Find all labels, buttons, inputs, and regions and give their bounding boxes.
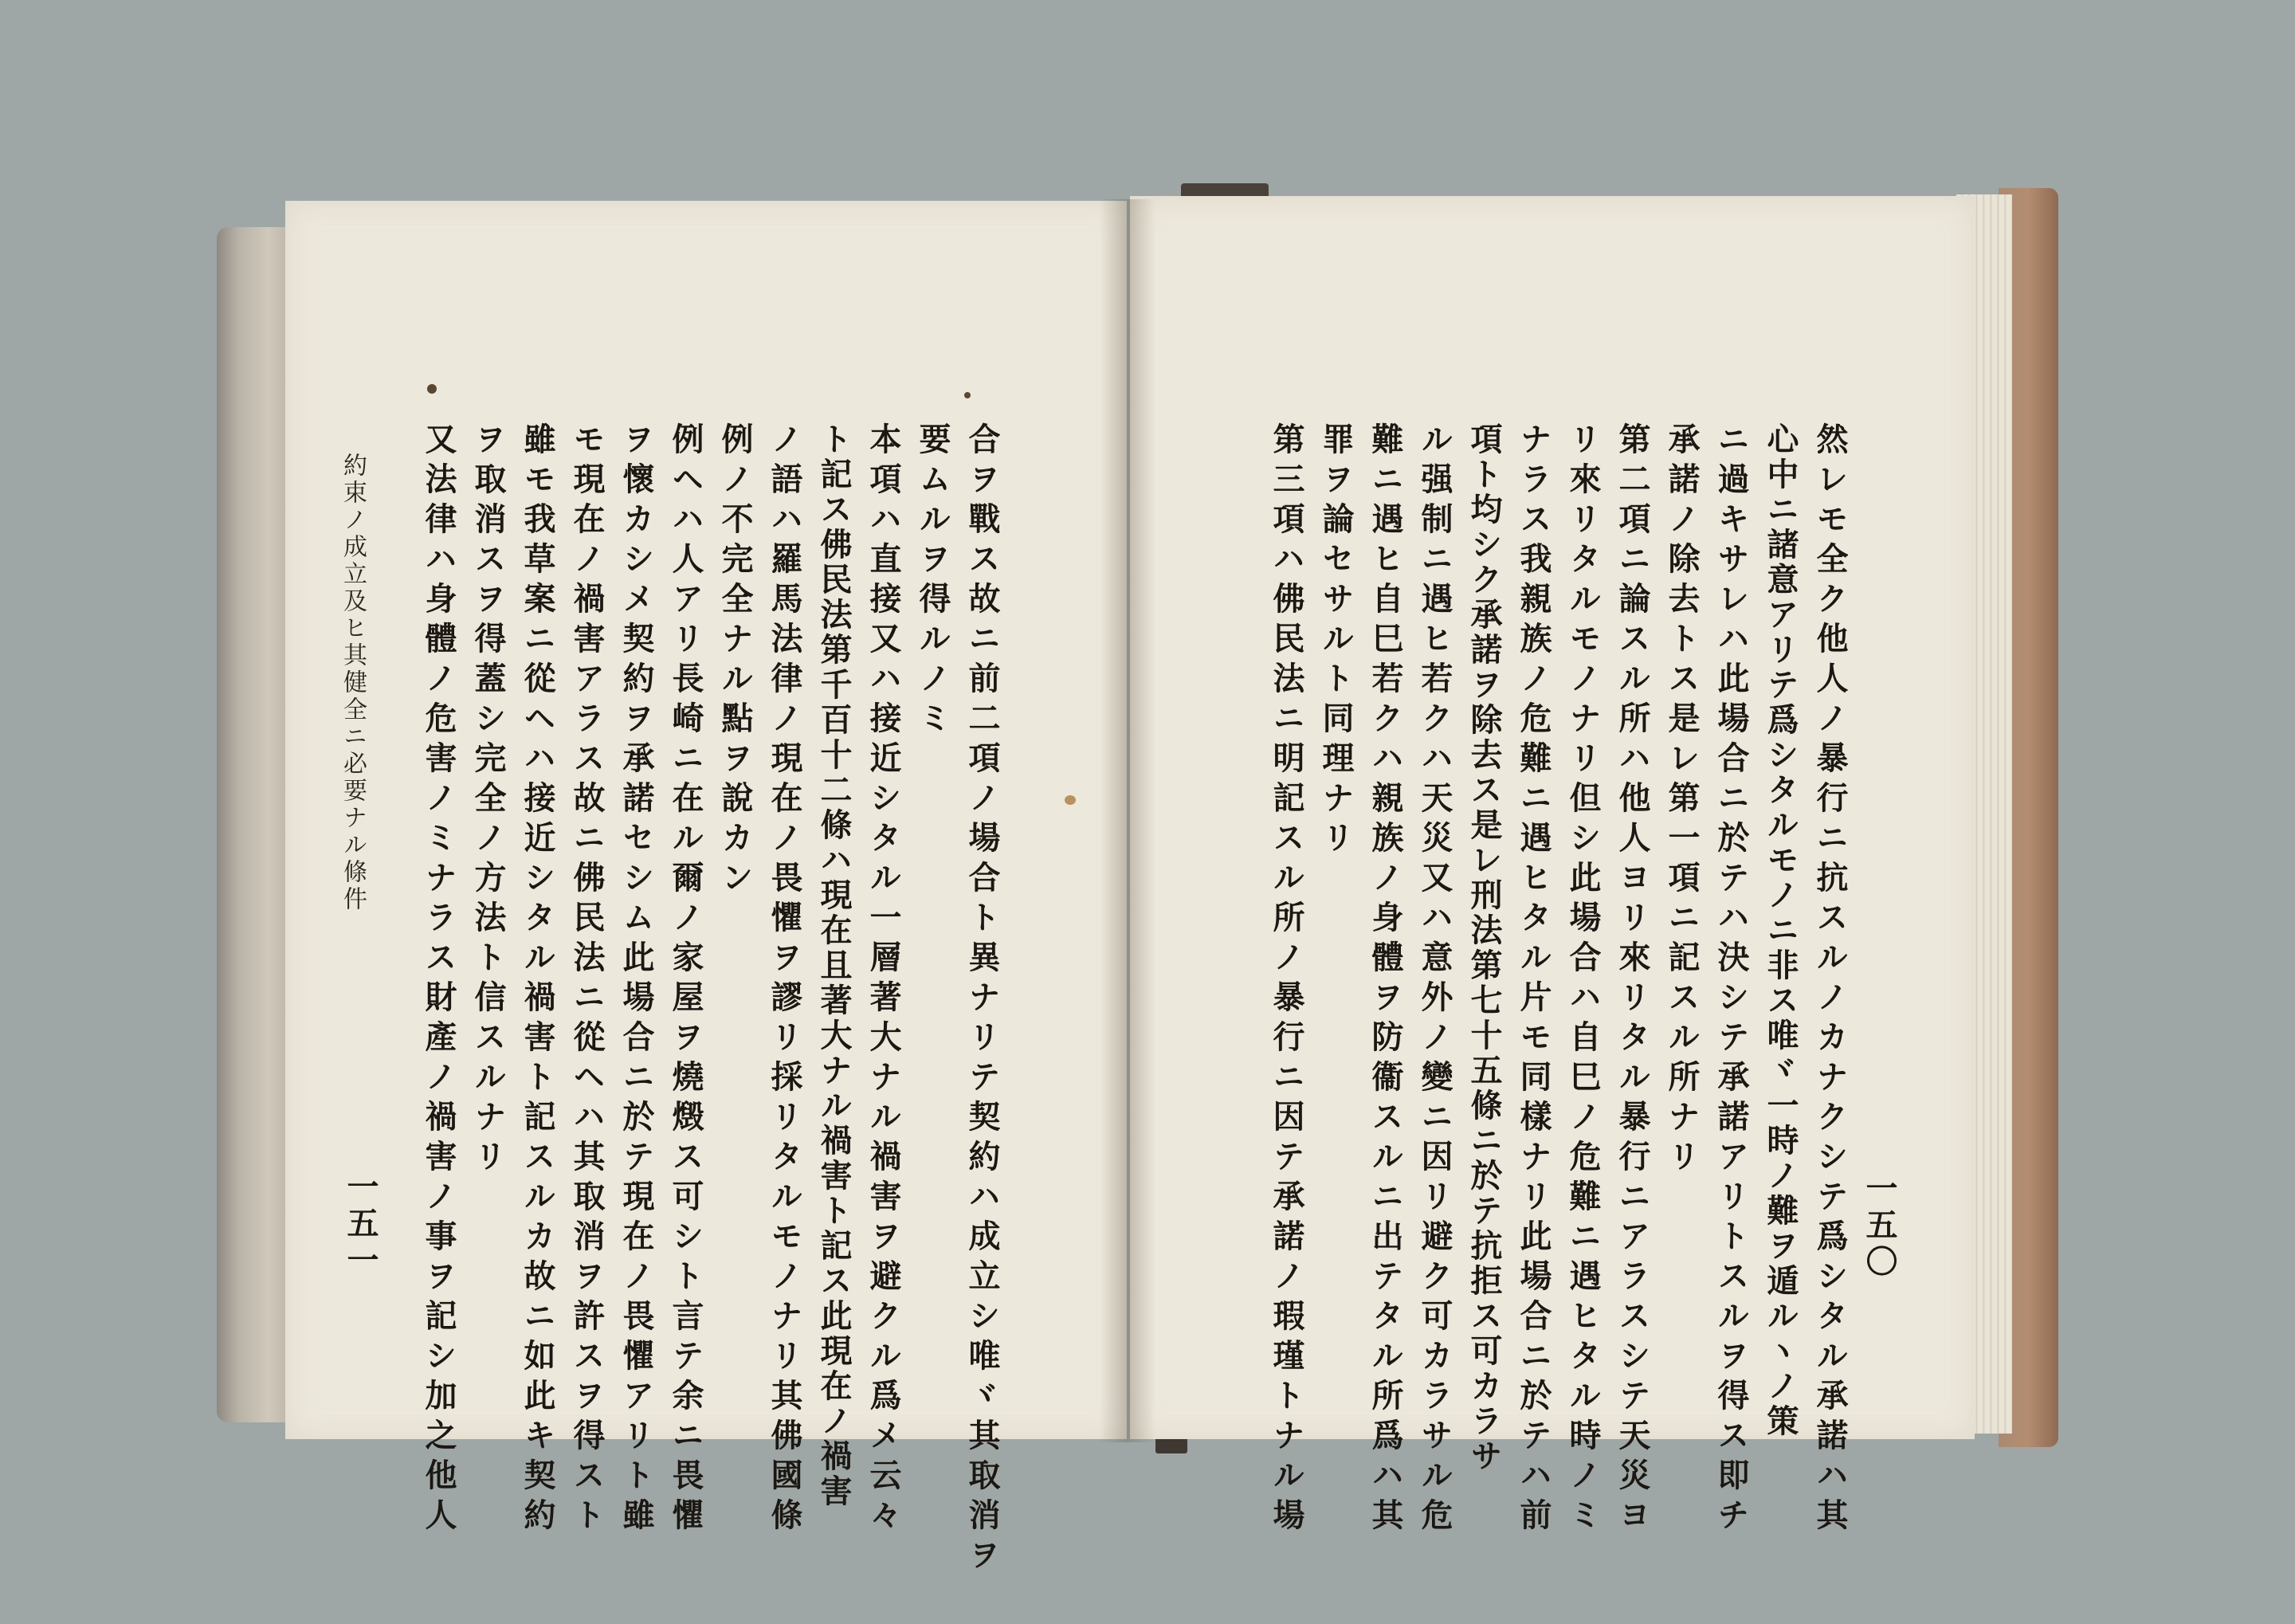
right-col-4: 承諾ノ除去トス是レ第一項ニ記スル所ナリ [1663, 422, 1701, 1179]
left-col-11: ヲ取消スヲ得蓋シ完全ノ方法ト信スルナリ [469, 422, 507, 1179]
right-col-2: 心中ニ諸意アリテ爲シタルモノニ非ス唯ヾ一時ノ難ヲ遁ルヽノ策 [1762, 422, 1799, 1439]
left-col-6: 例ノ不完全ナル點ヲ說カン [716, 422, 754, 900]
left-col-5: ノ語ハ羅馬法律ノ現在ノ畏懼ヲ謬リ採リタルモノナリ其佛國條 [766, 422, 803, 1538]
running-header: 約束ノ成立及ヒ其健全ニ必要ナル條件 [339, 453, 367, 913]
right-page-number: 一五〇 [1861, 1171, 1898, 1281]
ink-spot [964, 392, 971, 398]
right-col-3: ニ過キサレハ此場合ニ於テハ決シテ承諾アリトスルヲ得ス即チ [1712, 422, 1750, 1538]
book-gutter [1100, 199, 1155, 1442]
left-col-2: 要ムルヲ得ルノミ [914, 422, 951, 741]
left-col-9: モ現在ノ禍害アラス故ニ佛民法ニ從ヘハ其取消ヲ許スヲ得スト [568, 422, 606, 1538]
right-col-5: 第二項ニ論スル所ハ他人ヨリ來リタル暴行ニアラスシテ天災ヨ [1614, 422, 1651, 1538]
right-col-6: リ來リタルモノナリ但シ此場合ハ自巳ノ危難ニ遇ヒタル時ノミ [1564, 422, 1602, 1538]
right-col-1: 然レモ全ク他人ノ暴行ニ抗スルノカナクシテ爲シタル承諾ハ其 [1811, 422, 1849, 1538]
right-col-12: 第三項ハ佛民法ニ明記スル所ノ暴行ニ因テ承諾ノ瑕瑾トナル場 [1268, 422, 1305, 1538]
left-col-1: 合ヲ戰ス故ニ前二項ノ場合ト異ナリテ契約ハ成立シ唯ヾ其取消ヲ [963, 422, 1001, 1578]
left-col-12: 又法律ハ身體ノ危害ノミナラス財產ノ禍害ノ事ヲ記シ加之他人 [420, 422, 457, 1538]
right-col-8: 項ト均シク承諾ヲ除去ス是レ刑法第七十五條ニ於テ抗拒ス可カラサ [1465, 422, 1503, 1474]
right-col-11: 罪ヲ論セサルト同理ナリ [1317, 422, 1355, 861]
left-col-3: 本項ハ直接又ハ接近シタル一層著大ナル禍害ヲ避クル爲メ云々 [865, 422, 902, 1538]
book-edge-left [217, 227, 290, 1422]
left-col-8: ヲ懷カシメ契約ヲ承諾セシム此場合ニ於テ現在ノ畏懼アリト雖 [618, 422, 655, 1538]
foxing-spot [1065, 795, 1076, 805]
left-col-7: 例ヘハ人アリ長崎ニ在ル爾ノ家屋ヲ燒燬ス可シト言テ余ニ畏懼 [667, 422, 704, 1538]
right-col-9: ル强制ニ遇ヒ若クハ天災又ハ意外ノ變ニ因リ避ク可カラサル危 [1416, 422, 1454, 1538]
left-page-number: 一五一 [342, 1170, 379, 1280]
left-col-4: ト記ス佛民法第千百十二條ハ現在且著大ナル禍害ト記ス此現在ノ禍害 [815, 422, 853, 1509]
left-col-10: 雖モ我草案ニ從ヘハ接近シタル禍害ト記スルカ故ニ如此キ契約 [519, 422, 556, 1538]
right-col-7: ナラス我親族ノ危難ニ遇ヒタル片モ同樣ナリ此場合ニ於テハ前 [1515, 422, 1552, 1538]
right-col-10: 難ニ遇ヒ自巳若クハ親族ノ身體ヲ防衞スルニ出テタル所爲ハ其 [1367, 422, 1404, 1538]
ink-spot [427, 384, 437, 394]
